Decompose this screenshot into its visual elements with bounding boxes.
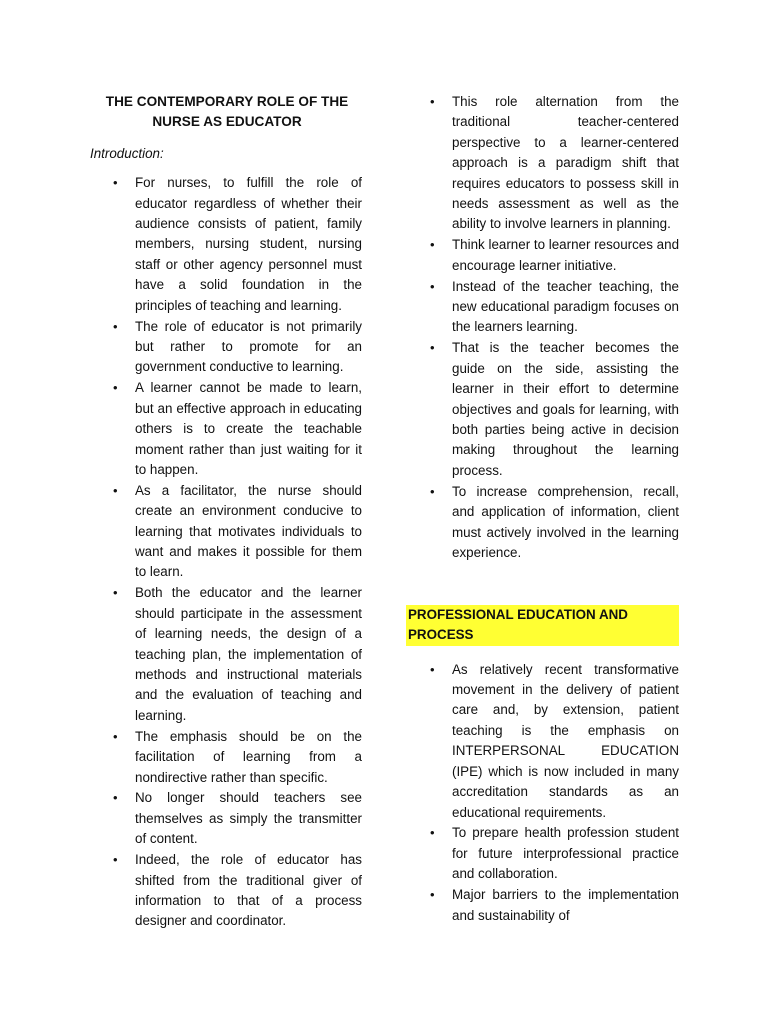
list-item [88, 378, 362, 480]
list-item [88, 173, 362, 316]
list-item-text: No longer should teachers see themselves as simply the transmitter of content. [135, 790, 362, 847]
list-item [88, 583, 362, 726]
list-item-text: Major barriers to the implementation and sustainability of [452, 887, 679, 923]
bullet-icon: • [113, 790, 118, 806]
list-item [405, 885, 679, 926]
list-item-text: Instead of the teacher teaching, the new educational paradigm focuses on the learners learning. [452, 278, 679, 335]
bullet-icon: • [113, 380, 118, 396]
professional-education-bullet-list [405, 660, 679, 926]
role-bullet-list [405, 92, 679, 563]
introduction-label: Introduction: [90, 145, 164, 161]
bullet-icon: • [113, 318, 118, 334]
right-column [405, 92, 679, 926]
list-item [405, 235, 679, 276]
list-item [405, 823, 679, 884]
bullet-icon: • [430, 887, 435, 903]
list-item-text: Indeed, the role of educator has shifted from the traditional giver of information to that of a process designer and coordinator. [135, 852, 362, 929]
bullet-icon: • [113, 175, 118, 191]
introduction-bullet-list [88, 173, 362, 932]
list-item-text: The role of educator is not primarily but rather to promote for an government conductive to learning. [135, 318, 362, 375]
list-item [88, 481, 362, 583]
bullet-icon: • [113, 482, 118, 498]
list-item-text: As relatively recent transformative movement in the delivery of patient care and, by extension, patient teaching is the emphasis on INTERPERSONAL EDUCATION (IPE) which is now included in many accreditation standards as an educational requirements. [452, 661, 679, 820]
list-item-text: For nurses, to fulfill the role of educator regardless of whether their audience consists of patient, family members, nursing student, nursing staff or other agency personnel must have a solid foundation in the principles of teaching and learning. [135, 175, 362, 313]
bullet-icon: • [430, 825, 435, 841]
bullet-icon: • [113, 585, 118, 601]
list-item-text: That is the teacher becomes the guide on the side, assisting the learner in their effort to determine objectives and goals for learning, with both parties being active in decision making throughout the learning process. [452, 340, 679, 478]
bullet-icon: • [430, 661, 435, 677]
list-item [405, 277, 679, 338]
list-item [88, 727, 362, 788]
section-heading-professional-education: PROFESSIONAL EDUCATION AND PROCESS [406, 605, 679, 646]
list-item [88, 317, 362, 378]
list-item [405, 660, 679, 823]
list-item-text: To prepare health profession student for future interprofessional practice and collaboration. [452, 825, 679, 882]
bullet-icon: • [430, 237, 435, 253]
list-item-text: A learner cannot be made to learn, but an effective approach in educating others is to create the teachable moment rather than just waiting for it to happen. [135, 380, 362, 477]
list-item-text: As a facilitator, the nurse should create an environment conducive to learning that motivates individuals to want and makes it possible for them to learn. [135, 482, 362, 580]
list-item [88, 850, 362, 932]
list-item [405, 482, 679, 564]
list-item [405, 338, 679, 481]
bullet-icon: • [430, 278, 435, 294]
list-item-text: The emphasis should be on the facilitation of learning from a nondirective rather than specific. [135, 728, 362, 785]
bullet-icon: • [430, 483, 435, 499]
bullet-icon: • [113, 728, 118, 744]
list-item-text: Think learner to learner resources and encourage learner initiative. [452, 237, 680, 273]
left-column [88, 92, 362, 932]
bullet-icon: • [430, 94, 435, 109]
bullet-icon: • [430, 340, 435, 356]
list-item [88, 788, 362, 849]
list-item [405, 92, 679, 235]
bullet-icon: • [113, 852, 118, 868]
list-item-text: To increase comprehension, recall, and application of information, client must actively involved in the learning experience. [452, 483, 679, 560]
list-item-text: This role alternation from the traditional teacher-centered perspective to a learner-centered approach is a paradigm shift that requires educators to possess skill in needs assessment as well as the ability to involve learners in planning. [452, 94, 679, 232]
list-item-text: Both the educator and the learner should participate in the assessment of learning needs, the design of a teaching plan, the implementation of methods and instructional materials and the evaluation of teaching and learning. [135, 585, 362, 723]
document-title: THE CONTEMPORARY ROLE OF THE NURSE AS EDUCATOR [105, 94, 349, 130]
